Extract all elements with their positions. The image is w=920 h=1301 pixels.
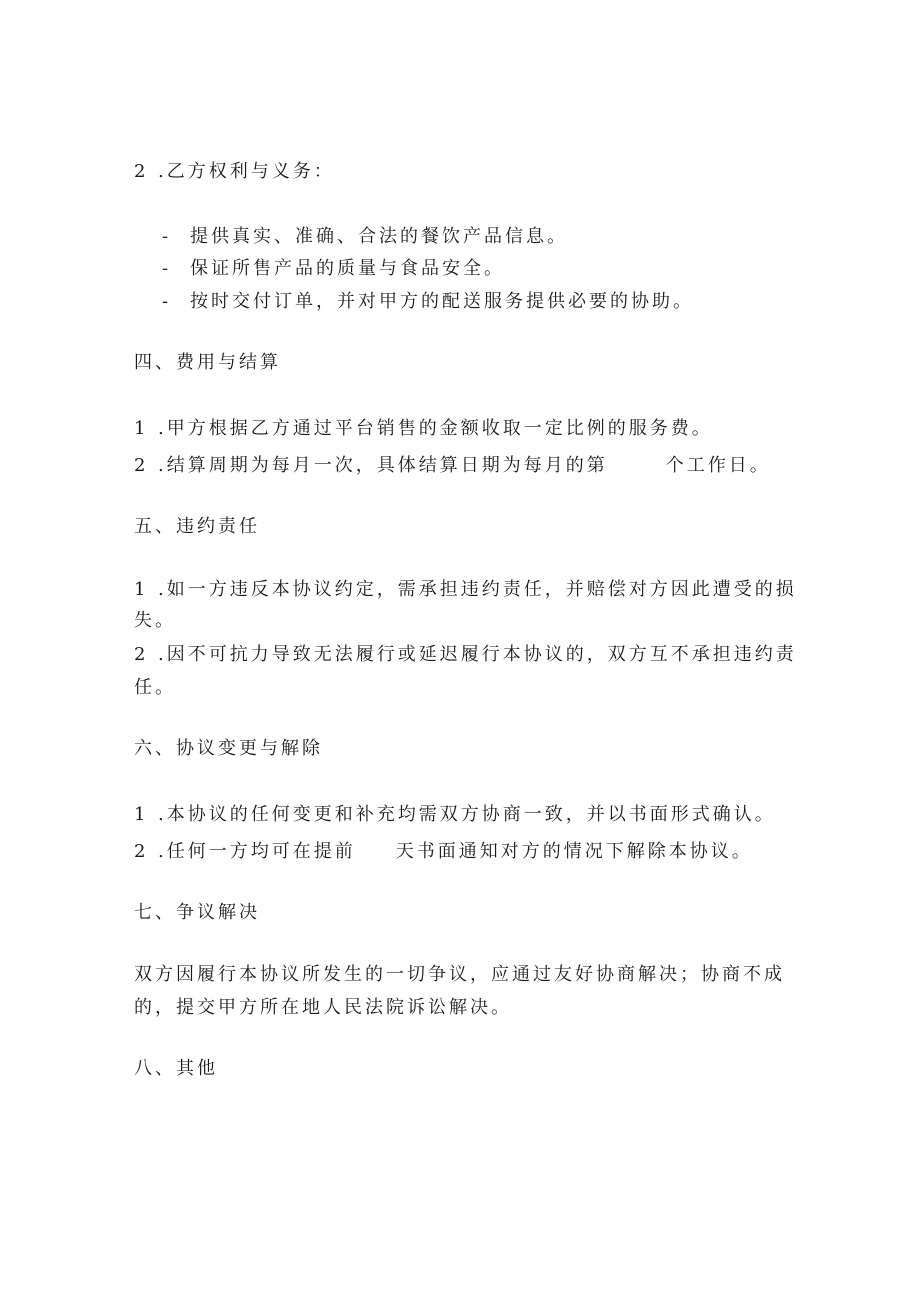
item-number: 2 — [134, 455, 149, 476]
section-heading: 五、违约责任 — [134, 516, 260, 537]
section-heading: 八、其他 — [134, 1058, 218, 1079]
section-heading: 四、费用与结算 — [134, 352, 281, 373]
section-heading: 七、争议解决 — [134, 902, 260, 923]
section7-paragraph-line2: 的，提交甲方所在地人民法院诉讼解决。 — [134, 997, 512, 1018]
bullet-item — [162, 290, 694, 314]
item-text: .甲方根据乙方通过平台销售的金额收取一定比例的服务费。 — [158, 418, 713, 439]
section5-item1-continuation: 失。 — [134, 610, 176, 631]
section4-item1 — [134, 417, 713, 441]
item-number: 2 — [134, 644, 149, 665]
section3-item2 — [134, 160, 335, 184]
dash-marker: - — [162, 258, 172, 279]
section5-item1 — [134, 578, 797, 602]
item-text-after: 个工作日。 — [665, 455, 771, 476]
item-number: 1 — [134, 579, 149, 600]
item-number: 1 — [134, 418, 149, 439]
section5-item2 — [134, 643, 797, 667]
item-text: .结算周期为每月一次，具体结算日期为每月的第 — [158, 455, 608, 476]
item-number: 1 — [134, 804, 149, 825]
item-text: .乙方权利与义务： — [158, 161, 335, 182]
item-number: 2 — [134, 161, 149, 182]
section4-item2 — [134, 454, 771, 478]
bullet-text: 保证所售产品的质量与食品安全。 — [190, 258, 505, 279]
item-number: 2 — [134, 841, 149, 862]
item-text: .本协议的任何变更和补充均需双方协商一致，并以书面形式确认。 — [158, 804, 776, 825]
dash-marker: - — [162, 291, 172, 312]
item-text: .如一方违反本协议约定，需承担违约责任，并赔偿对方因此遭受的损 — [158, 579, 797, 600]
section6-item2 — [134, 840, 753, 864]
dash-marker: - — [162, 226, 172, 247]
bullet-text: 按时交付订单，并对甲方的配送服务提供必要的协助。 — [190, 291, 694, 312]
section-heading: 六、协议变更与解除 — [134, 738, 323, 759]
section7-paragraph-line1: 双方因履行本协议所发生的一切争议，应通过友好协商解决；协商不成 — [134, 964, 785, 985]
section6-item1 — [134, 803, 776, 827]
bullet-text: 提供真实、准确、合法的餐饮产品信息。 — [190, 226, 568, 247]
item-text: .因不可抗力导致无法履行或延迟履行本协议的，双方互不承担违约责 — [158, 644, 797, 665]
item-text: .任何一方均可在提前 — [158, 841, 356, 862]
bullet-item — [162, 225, 568, 249]
bullet-item — [162, 257, 505, 281]
item-text-after: 天书面通知对方的情况下解除本协议。 — [395, 841, 753, 862]
section5-item2-continuation: 任。 — [134, 677, 176, 698]
